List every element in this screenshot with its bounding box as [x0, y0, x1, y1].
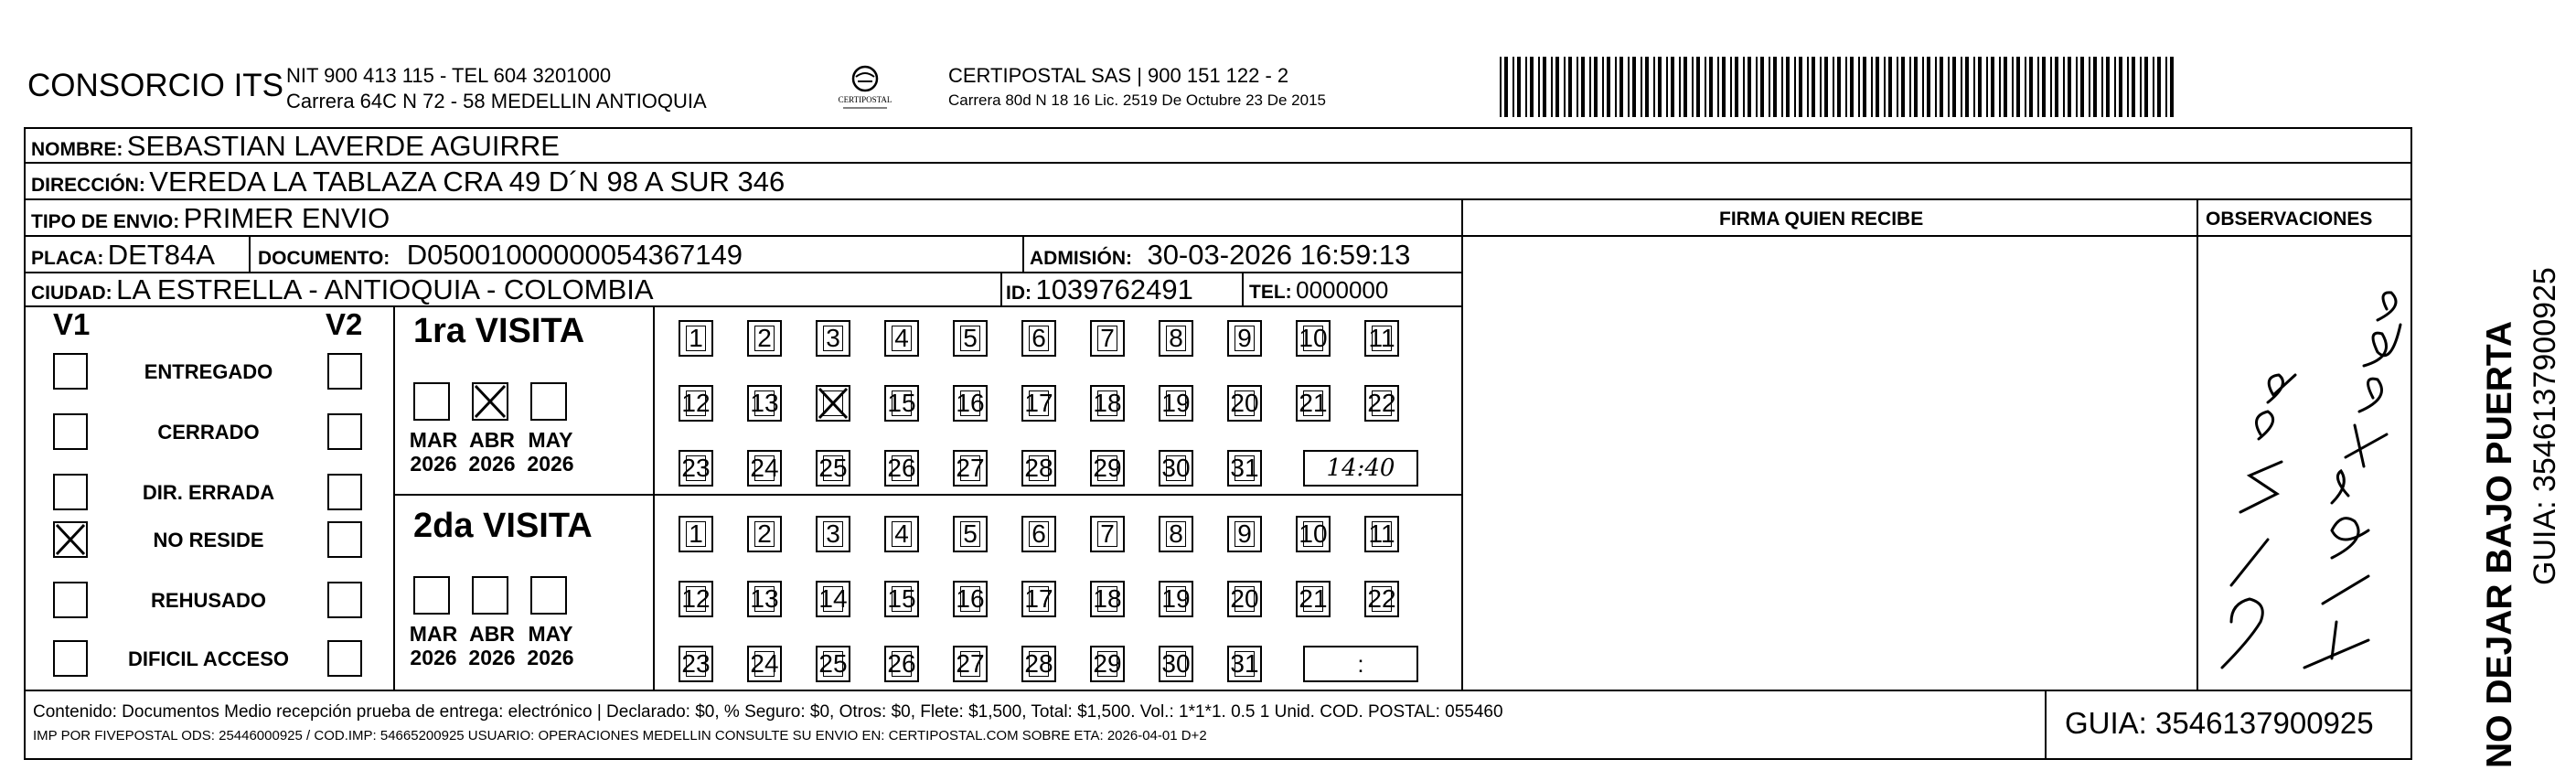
documento-label: DOCUMENTO: [258, 248, 390, 269]
day-number: 17 [1024, 389, 1053, 417]
day-number: 23 [681, 649, 711, 678]
day-number: 1 [689, 519, 703, 548]
v2-header: V2 [326, 307, 363, 341]
day-box[interactable] [1159, 646, 1193, 682]
year-label: 2026 [410, 452, 457, 476]
company-address: Carrera 64C N 72 - 58 MEDELLIN ANTIOQUIA [286, 90, 707, 112]
day-box[interactable] [816, 450, 850, 487]
ciudad-value: LA ESTRELLA - ANTIOQUIA - COLOMBIA [116, 273, 654, 305]
day-number: 20 [1230, 389, 1259, 417]
status-label: NO RESIDE [153, 529, 264, 551]
cell-divider [249, 235, 251, 272]
day-box[interactable] [1021, 385, 1056, 422]
month-label: ABR [469, 428, 515, 452]
day-box[interactable] [1159, 450, 1193, 487]
day-number: 9 [1237, 324, 1252, 352]
day-box[interactable] [953, 581, 988, 617]
observation-handwriting [2195, 238, 2414, 686]
day-box[interactable] [1021, 516, 1056, 552]
year-label: 2026 [410, 646, 457, 669]
day-box[interactable] [1090, 516, 1125, 552]
tel-value: 0000000 [1296, 276, 1389, 304]
year-label: 2026 [468, 452, 516, 476]
day-number: 22 [1367, 584, 1396, 613]
month-checkbox[interactable] [472, 382, 508, 421]
day-number: 9 [1237, 519, 1252, 548]
day-box[interactable] [816, 385, 850, 422]
day-number: 30 [1161, 454, 1191, 482]
day-number: 26 [887, 454, 916, 482]
day-number: 7 [1100, 324, 1115, 352]
second-visit-title: 2da VISITA [413, 507, 593, 545]
direccion-value: VEREDA LA TABLAZA CRA 49 D´N 98 A SUR 346 [149, 166, 786, 198]
company-nit: NIT 900 413 115 - TEL 604 3201000 [286, 64, 612, 87]
day-number: 8 [1169, 519, 1183, 548]
id-value: 1039762491 [1035, 273, 1193, 305]
year-label: 2026 [527, 452, 574, 476]
day-number: 7 [1100, 519, 1115, 548]
day-box[interactable] [747, 450, 782, 487]
day-number: 31 [1230, 454, 1259, 482]
day-number: 22 [1367, 389, 1396, 417]
ciudad-cell [31, 273, 654, 306]
day-box[interactable] [1227, 320, 1262, 357]
day-box[interactable] [1090, 646, 1125, 682]
v2-checkbox[interactable] [327, 640, 362, 677]
day-number: 17 [1024, 584, 1053, 613]
day-number: 19 [1161, 389, 1191, 417]
day-box[interactable] [1021, 320, 1056, 357]
month-checkbox[interactable] [472, 576, 508, 615]
day-number: 1 [689, 324, 703, 352]
courier-name: CERTIPOSTAL SAS | 900 151 122 - 2 [948, 64, 1289, 87]
day-box[interactable] [1090, 450, 1125, 487]
firma-header: FIRMA QUIEN RECIBE [1719, 209, 1924, 230]
day-box[interactable] [1227, 516, 1262, 552]
day-box[interactable] [884, 581, 919, 617]
day-box[interactable] [1296, 385, 1331, 422]
day-box[interactable] [1296, 516, 1331, 552]
day-number: 19 [1161, 584, 1191, 613]
v2-checkbox[interactable] [327, 474, 362, 510]
day-box[interactable] [679, 320, 713, 357]
day-box[interactable] [816, 581, 850, 617]
row-divider [24, 198, 2412, 200]
tipo-envio-row [31, 202, 390, 235]
day-number: 20 [1230, 584, 1259, 613]
day-box[interactable] [1227, 450, 1262, 487]
admision-cell [1030, 239, 1410, 272]
day-number: 2 [757, 519, 772, 548]
documento-value: D05001000000054367149 [406, 239, 743, 271]
day-number: 26 [887, 649, 916, 678]
day-box[interactable] [1159, 385, 1193, 422]
day-number: 25 [818, 649, 848, 678]
svg-text:CERTIPOSTAL: CERTIPOSTAL [838, 95, 893, 104]
day-box[interactable] [953, 320, 988, 357]
month-label: MAY [528, 622, 573, 646]
courier-address: Carrera 80d N 18 16 Lic. 2519 De Octubre 23 De 2015 [948, 91, 1326, 109]
cell-divider [1022, 235, 1024, 272]
day-box[interactable] [953, 646, 988, 682]
day-box[interactable] [816, 516, 850, 552]
tipo-envio-value: PRIMER ENVIO [183, 202, 390, 234]
footer-guia: GUIA: 3546137900925 [2065, 706, 2374, 740]
day-box[interactable] [1364, 516, 1399, 552]
ciudad-label: CIUDAD: [31, 283, 112, 304]
v2-checkbox[interactable] [327, 582, 362, 618]
day-number: 12 [681, 584, 711, 613]
cell-divider [1242, 272, 1244, 305]
tel-label: TEL: [1249, 282, 1292, 303]
day-number: 11 [1368, 324, 1395, 352]
day-number: 15 [887, 389, 916, 417]
v1-checkbox[interactable] [53, 474, 88, 510]
day-number: 18 [1093, 389, 1122, 417]
direccion-row [31, 166, 785, 198]
v2-checkbox[interactable] [327, 353, 362, 390]
month-checkbox[interactable] [413, 576, 450, 615]
day-box[interactable] [679, 450, 713, 487]
day-box[interactable] [884, 385, 919, 422]
footer-divider [24, 690, 2412, 691]
first-visit-title: 1ra VISITA [413, 312, 585, 350]
day-box[interactable] [1090, 385, 1125, 422]
day-box[interactable] [1021, 646, 1056, 682]
day-box[interactable] [1296, 581, 1331, 617]
day-number: 11 [1368, 519, 1395, 548]
x-mark-icon [474, 384, 507, 419]
v1-checkbox[interactable] [53, 521, 88, 558]
day-number: 21 [1299, 389, 1328, 417]
day-box[interactable] [1090, 581, 1125, 617]
day-number: 3 [826, 324, 840, 352]
day-box[interactable] [747, 646, 782, 682]
company-name: CONSORCIO ITS [27, 68, 284, 103]
day-number: 5 [963, 519, 978, 548]
row-divider [24, 235, 2412, 237]
side-guia: GUIA: 3546137900925 [2528, 267, 2562, 585]
month-label: MAR [409, 622, 458, 646]
v2-checkbox[interactable] [327, 521, 362, 558]
day-box[interactable] [884, 646, 919, 682]
day-number: 27 [956, 454, 985, 482]
day-number: 10 [1299, 324, 1328, 352]
day-box[interactable] [884, 516, 919, 552]
day-number: 5 [963, 324, 978, 352]
status-label: REHUSADO [151, 589, 266, 612]
day-box[interactable] [816, 646, 850, 682]
status-label: DIFICIL ACCESO [127, 647, 289, 670]
day-box[interactable] [747, 385, 782, 422]
day-number: 13 [750, 584, 779, 613]
direccion-label: DIRECCIÓN: [31, 175, 145, 196]
day-number: 25 [818, 454, 848, 482]
day-box[interactable] [1227, 581, 1262, 617]
x-mark-icon [818, 387, 849, 420]
tipo-envio-label: TIPO DE ENVIO: [31, 211, 180, 232]
day-number: 27 [956, 649, 985, 678]
observaciones-header: OBSERVACIONES [2206, 209, 2373, 230]
day-box[interactable] [679, 516, 713, 552]
id-cell [1006, 273, 1193, 306]
cell-divider [653, 305, 655, 690]
month-label: MAR [409, 428, 458, 452]
day-number: 30 [1161, 649, 1191, 678]
nombre-row [31, 130, 560, 163]
day-box[interactable] [1159, 516, 1193, 552]
day-number: 24 [750, 649, 779, 678]
status-label: DIR. ERRADA [142, 481, 275, 504]
day-number: 16 [956, 389, 985, 417]
v1-checkbox[interactable] [53, 353, 88, 390]
day-number: 24 [750, 454, 779, 482]
month-checkbox[interactable] [530, 382, 567, 421]
visit-divider [393, 494, 1461, 496]
day-box[interactable] [747, 516, 782, 552]
day-box[interactable] [1090, 320, 1125, 357]
cell-divider [2045, 690, 2047, 760]
certipostal-logo [832, 62, 898, 115]
day-number: 16 [956, 584, 985, 613]
month-checkbox[interactable] [413, 382, 450, 421]
v1-header: V1 [53, 307, 91, 341]
admision-value: 30-03-2026 16:59:13 [1147, 239, 1411, 271]
day-box[interactable] [1159, 581, 1193, 617]
day-number: 21 [1299, 584, 1328, 613]
nombre-label: NOMBRE: [31, 139, 123, 160]
day-number: 12 [681, 389, 711, 417]
day-box[interactable] [747, 581, 782, 617]
day-number: 18 [1093, 584, 1122, 613]
day-number: 10 [1299, 519, 1328, 548]
day-box[interactable] [1227, 385, 1262, 422]
day-number: 13 [750, 389, 779, 417]
day-number: 4 [894, 324, 909, 352]
admision-label: ADMISIÓN: [1030, 248, 1132, 269]
day-number: 8 [1169, 324, 1183, 352]
day-number: 29 [1093, 649, 1122, 678]
day-box[interactable] [816, 320, 850, 357]
day-box[interactable] [953, 385, 988, 422]
day-number: 28 [1024, 454, 1053, 482]
day-box[interactable] [1364, 385, 1399, 422]
documento-cell [258, 239, 743, 272]
day-box[interactable] [679, 385, 713, 422]
day-number: 29 [1093, 454, 1122, 482]
column-divider [1461, 198, 1463, 691]
placa-label: PLACA: [31, 248, 104, 269]
time-box[interactable]: 14:40 [1303, 450, 1418, 487]
tel-cell [1249, 276, 1388, 305]
placa-cell [31, 239, 215, 272]
v1-checkbox[interactable] [53, 413, 88, 450]
day-box[interactable] [1296, 320, 1331, 357]
day-box[interactable] [1021, 581, 1056, 617]
day-box[interactable] [1364, 320, 1399, 357]
day-number: 31 [1230, 649, 1259, 678]
id-label: ID: [1006, 283, 1031, 304]
v1-checkbox[interactable] [53, 582, 88, 618]
month-checkbox[interactable] [530, 576, 567, 615]
day-box[interactable] [679, 646, 713, 682]
day-number: 2 [757, 324, 772, 352]
day-number: 14 [818, 584, 848, 613]
no-dejar-warning: NO DEJAR BAJO PUERTA [2480, 320, 2519, 768]
day-box[interactable] [1159, 320, 1193, 357]
day-box[interactable] [1227, 646, 1262, 682]
cell-divider [393, 305, 395, 690]
day-number: 6 [1031, 519, 1046, 548]
month-label: ABR [469, 622, 515, 646]
day-box[interactable] [1021, 450, 1056, 487]
year-label: 2026 [527, 646, 574, 669]
year-label: 2026 [468, 646, 516, 669]
placa-value: DET84A [107, 239, 215, 271]
footer-contenido: Contenido: Documentos Medio recepción prueba de entrega: electrónico | Declarado: $0, % Seguro: $0, Otros: $0, Flete: $1,500, Total: $1,500. Vol.: 1*1*1. 0.5 1 Unid. COD. POSTAL: 055460 [33, 702, 1503, 722]
cell-divider [1000, 272, 1002, 305]
day-box[interactable] [884, 320, 919, 357]
day-box[interactable] [1364, 581, 1399, 617]
nombre-value: SEBASTIAN LAVERDE AGUIRRE [126, 130, 560, 162]
day-number: 3 [826, 519, 840, 548]
v2-checkbox[interactable] [327, 413, 362, 450]
footer-impresion: IMP POR FIVEPOSTAL ODS: 25446000925 / COD.IMP: 54665200925 USUARIO: OPERACIONES MEDELLIN CONSULTE SU ENVIO EN: CERTIPOSTAL.COM SOBRE ETA: 2026-04-01 D+2 [33, 728, 1207, 744]
day-number: 28 [1024, 649, 1053, 678]
day-box[interactable] [679, 581, 713, 617]
time-box[interactable]: : [1303, 646, 1418, 682]
x-mark-icon [55, 523, 86, 556]
day-box[interactable] [953, 516, 988, 552]
day-number: 4 [894, 519, 909, 548]
day-number: 23 [681, 454, 711, 482]
status-label: CERRADO [157, 421, 260, 444]
v1-checkbox[interactable] [53, 640, 88, 677]
barcode [1500, 57, 2178, 117]
month-label: MAY [528, 428, 573, 452]
day-number: 6 [1031, 324, 1046, 352]
day-box[interactable] [953, 450, 988, 487]
day-box[interactable] [747, 320, 782, 357]
day-number: 15 [887, 584, 916, 613]
status-label: ENTREGADO [144, 360, 273, 383]
day-box[interactable] [884, 450, 919, 487]
